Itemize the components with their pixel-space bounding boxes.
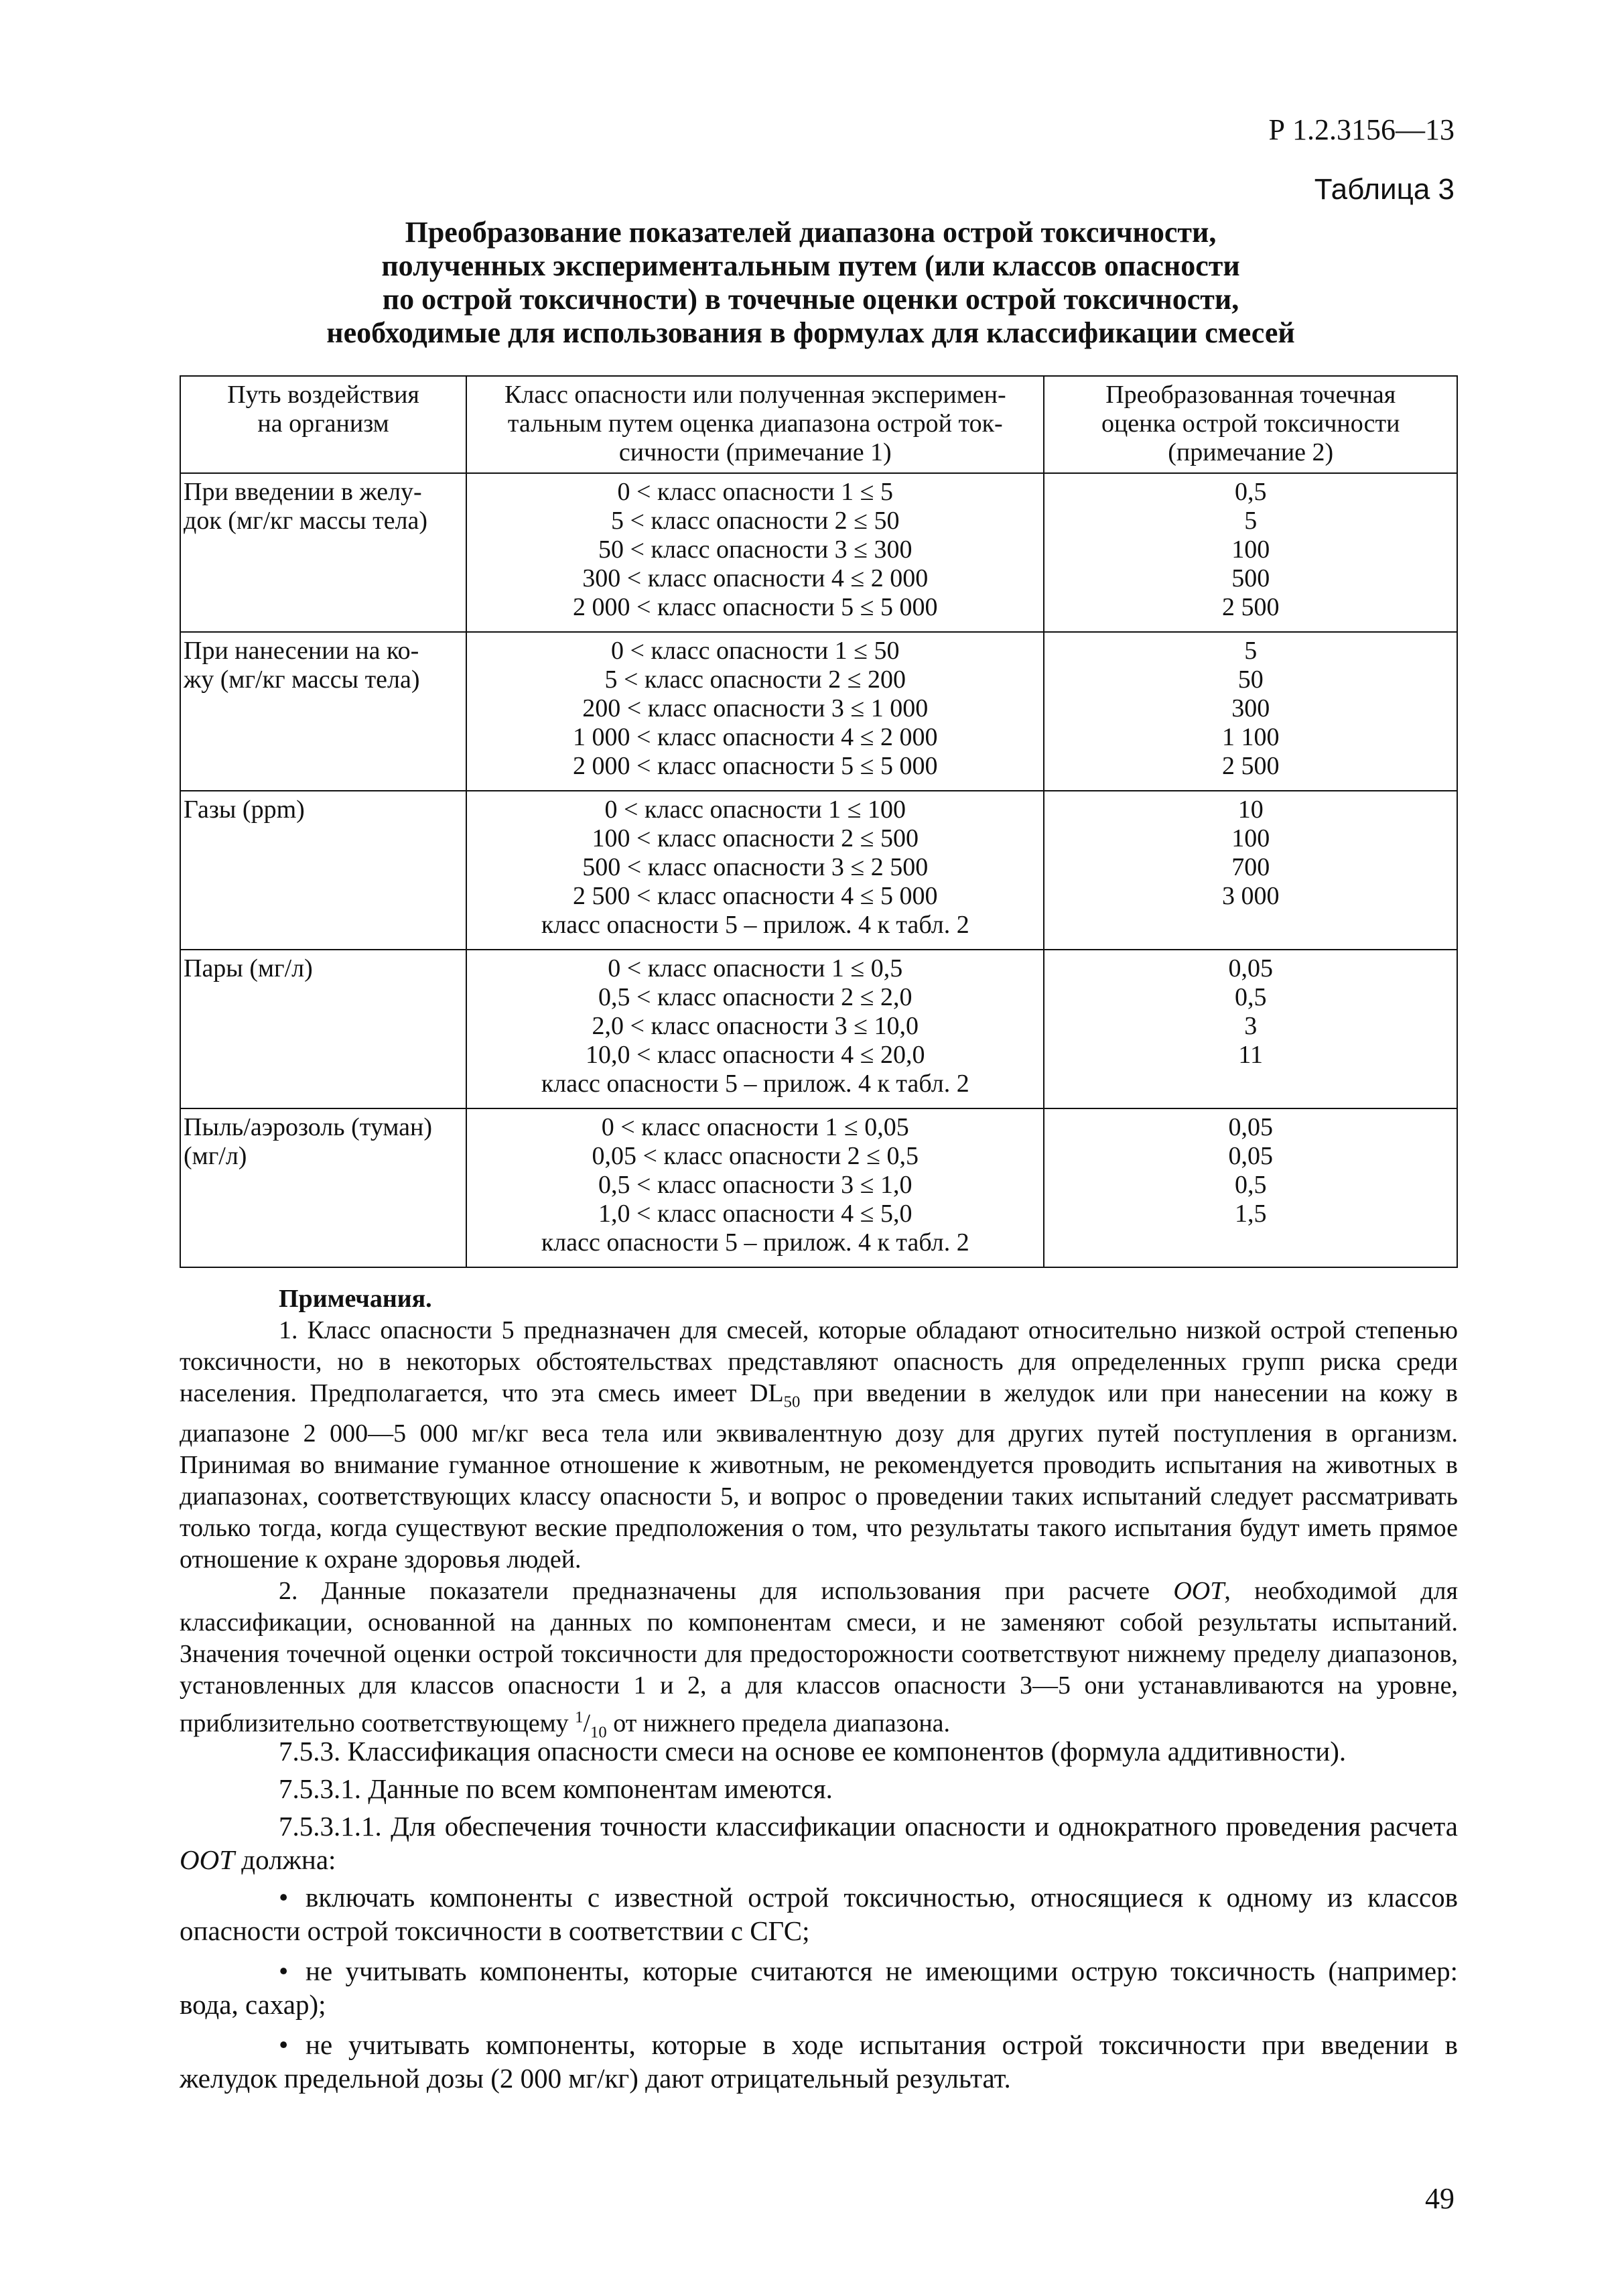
route-cell: Пыль/аэрозоль (туман) (мг/л) <box>180 1108 466 1267</box>
note-1: 1. Класс опасности 5 предназначен для смесей, которые обладают относительно низкой острой степенью токсичности, но в некоторых обстоятельствах представляют опасность для определенных групп риска среди населения. Предполагается, что эта смесь имеет $DL_{50}$ при введении в желудок или при нанесении на кожу в диапазоне 2 000—5 000 мг/кг веса тела или эквивалентную дозу для других путей поступления в организм. Принимая во внимание гуманное отношение к животным, не рекомендуется проводить испытания на животных в диапазонах, соответствующих классу опасности 5, и вопрос о проведении таких испытаний следует рассматривать только тогда, когда существуют веские предположения о том, что результаты такого испытания будут иметь прямое отношение к охране здоровья людей. <box>180 1316 1458 1574</box>
title-line: полученных экспериментальным путем (или классов опасности <box>381 249 1240 282</box>
table-row <box>180 632 1457 791</box>
table-header-row <box>180 376 1457 473</box>
document-code: Р 1.2.3156—13 <box>1268 113 1455 146</box>
body-text <box>180 1734 1458 2102</box>
class-cell: 0 < класс опасности 1 ≤ 5 5 < класс опасности 2 ≤ 50 50 < класс опасности 3 ≤ 300 300 < класс опасности 4 ≤ 2 000 2 000 < класс опасности 5 ≤ 5 000 <box>466 473 1044 632</box>
list-item: • включать компоненты с известной острой токсичностью, относящиеся к одному из классов опасности острой токсичности в соответствии с СГС; <box>180 1882 1458 1946</box>
class-cell: 0 < класс опасности 1 ≤ 50 5 < класс опасности 2 ≤ 200 200 < класс опасности 3 ≤ 1 000 1 000 < класс опасности 4 ≤ 2 000 2 000 < класс опасности 5 ≤ 5 000 <box>466 632 1044 791</box>
notes-section <box>180 1283 1458 1748</box>
table-row <box>180 1108 1457 1267</box>
header-point-estimate: Преобразованная точечная оценка острой токсичности (примечание 2) <box>1044 376 1457 473</box>
estimate-cell: 10 100 700 3 000 <box>1044 791 1457 950</box>
estimate-cell: 0,05 0,5 3 11 <box>1044 950 1457 1108</box>
estimate-cell: 0,05 0,05 0,5 1,5 <box>1044 1108 1457 1267</box>
table-title <box>201 216 1420 350</box>
bullet-icon: • <box>279 1882 289 1913</box>
toxicity-table <box>180 375 1458 1268</box>
notes-title: Примечания. <box>279 1285 432 1313</box>
section-7-5-3-1-1: 7.5.3.1.1. Для обеспечения точности классификации опасности и однократного проведения расчета ООТ должна: <box>180 1811 1458 1875</box>
title-line: по острой токсичности) в точечные оценки острой токсичности, <box>382 283 1239 316</box>
class-cell: 0 < класс опасности 1 ≤ 0,5 0,5 < класс опасности 2 ≤ 2,0 2,0 < класс опасности 3 ≤ 10,0 10,0 < класс опасности 4 ≤ 20,0 класс опасности 5 – прилож. 4 к табл. 2 <box>466 950 1044 1108</box>
route-cell: Газы (ppm) <box>180 791 466 950</box>
bullet-icon: • <box>279 2029 289 2060</box>
note-2: 2. Данные показатели предназначены для использования при расчете ООТ, необходимой для классификации, основанной на данных по компонентам смеси, и не заменяют собой результаты испытаний. Значения точечной оценки острой токсичности для предосторожности соответствуют нижнему пределу диапазонов, установленных для классов опасности 1 и 2, а для классов опасности 3—5 они устанавливаются на уровне, приблизительно соответствующему $^1/_{10}$ от нижнего предела диапазона. <box>180 1576 1458 1741</box>
title-line: Преобразование показателей диапазона острой токсичности, <box>405 216 1217 249</box>
table-row <box>180 950 1457 1108</box>
header-hazard-class: Класс опасности или полученная эксперимен- тальным путем оценка диапазона острой ток- сичности (примечание 1) <box>466 376 1044 473</box>
title-line: необходимые для использования в формулах для классификации смесей <box>326 316 1295 349</box>
table-row <box>180 473 1457 632</box>
route-cell: При нанесении на ко- жу (мг/кг массы тела) <box>180 632 466 791</box>
table-row <box>180 791 1457 950</box>
header-route: Путь воздействия на организм <box>180 376 466 473</box>
estimate-cell: 5 50 300 1 100 2 500 <box>1044 632 1457 791</box>
list-item: • не учитывать компоненты, которые в ходе испытания острой токсичности при введении в желудок предельной дозы (2 000 мг/кг) дают отрицательный результат. <box>180 2029 1458 2094</box>
section-7-5-3: 7.5.3. Классификация опасности смеси на основе ее компонентов (формула аддитивности). <box>279 1736 1347 1767</box>
class-cell: 0 < класс опасности 1 ≤ 100 100 < класс опасности 2 ≤ 500 500 < класс опасности 3 ≤ 2 500 2 500 < класс опасности 4 ≤ 5 000 класс опасности 5 – прилож. 4 к табл. 2 <box>466 791 1044 950</box>
class-cell: 0 < класс опасности 1 ≤ 0,05 0,05 < класс опасности 2 ≤ 0,5 0,5 < класс опасности 3 ≤ 1,0 1,0 < класс опасности 4 ≤ 5,0 класс опасности 5 – прилож. 4 к табл. 2 <box>466 1108 1044 1267</box>
section-7-5-3-1: 7.5.3.1. Данные по всем компонентам имеются. <box>279 1773 833 1804</box>
table-label: Таблица 3 <box>1314 173 1455 206</box>
route-cell: Пары (мг/л) <box>180 950 466 1108</box>
page-number: 49 <box>1425 2182 1455 2215</box>
route-cell: При введении в желу- док (мг/кг массы тела) <box>180 473 466 632</box>
bullet-icon: • <box>279 1956 289 1986</box>
list-item: • не учитывать компоненты, которые считаются не имеющими острую токсичность (например: вода, сахар); <box>180 1956 1458 2020</box>
estimate-cell: 0,5 5 100 500 2 500 <box>1044 473 1457 632</box>
